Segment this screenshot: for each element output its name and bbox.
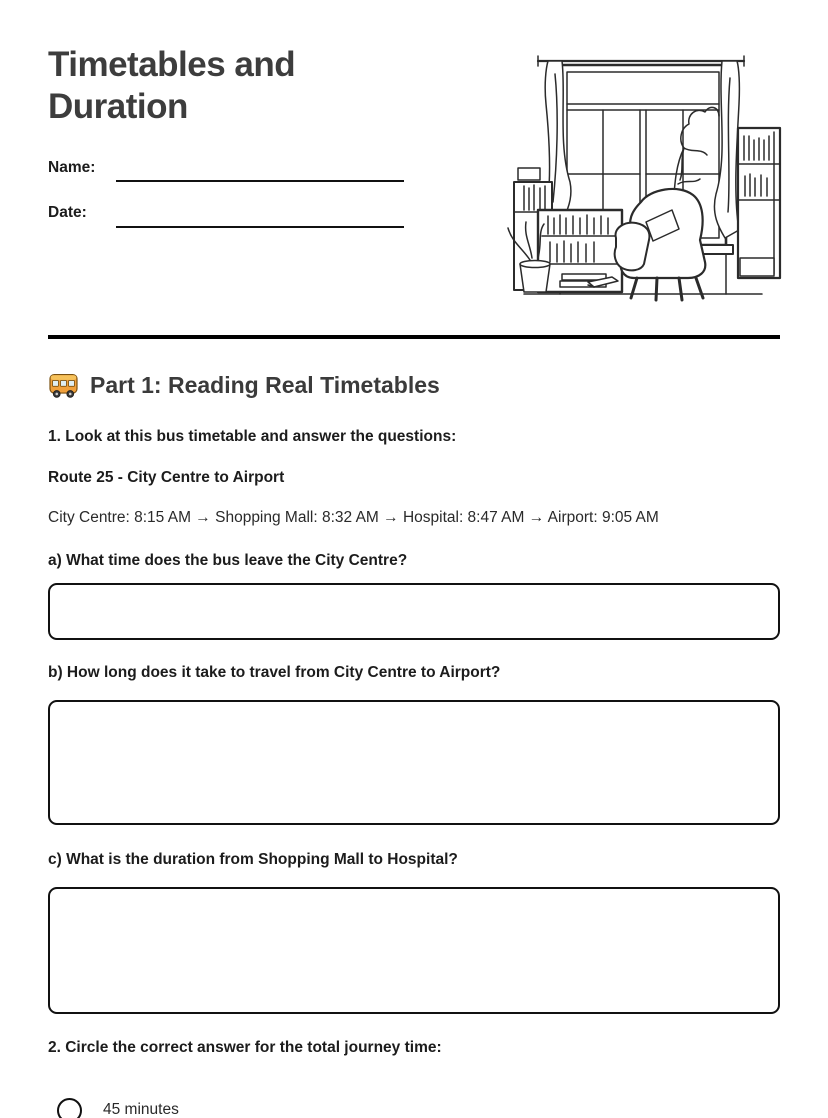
part1-heading-label: Part 1: Reading Real Timetables [90,372,440,398]
bus-icon [48,372,79,399]
name-label: Name: [48,159,96,176]
option-radio-45-minutes[interactable] [57,1098,82,1118]
question1c-label: c) What is the duration from Shopping Mall to Hospital? [48,851,458,868]
question1-prompt: 1. Look at this bus timetable and answer the questions: [48,428,457,445]
answer-box-a[interactable] [48,583,780,640]
page-title: Timetables and Duration [48,45,296,126]
answer-box-c[interactable] [48,887,780,1014]
part1-heading [48,372,440,399]
section-divider [48,335,780,339]
answer-box-b[interactable] [48,700,780,825]
question2-prompt: 2. Circle the correct answer for the total journey time: [48,1039,442,1056]
date-blank[interactable] [116,226,404,228]
date-label: Date: [48,204,87,221]
route-title: Route 25 - City Centre to Airport [48,469,285,486]
name-blank[interactable] [116,180,404,182]
question1a-label: a) What time does the bus leave the City Centre? [48,552,408,569]
route-timetable: City Centre: 8:15 AM → Shopping Mall: 8:32 AM → Hospital: 8:47 AM → Airport: 9:05 AM [48,509,659,526]
question1b-label: b) How long does it take to travel from City Centre to Airport? [48,664,501,681]
option-label-45-minutes: 45 minutes [103,1101,179,1118]
reading-nook-illustration [500,52,782,302]
